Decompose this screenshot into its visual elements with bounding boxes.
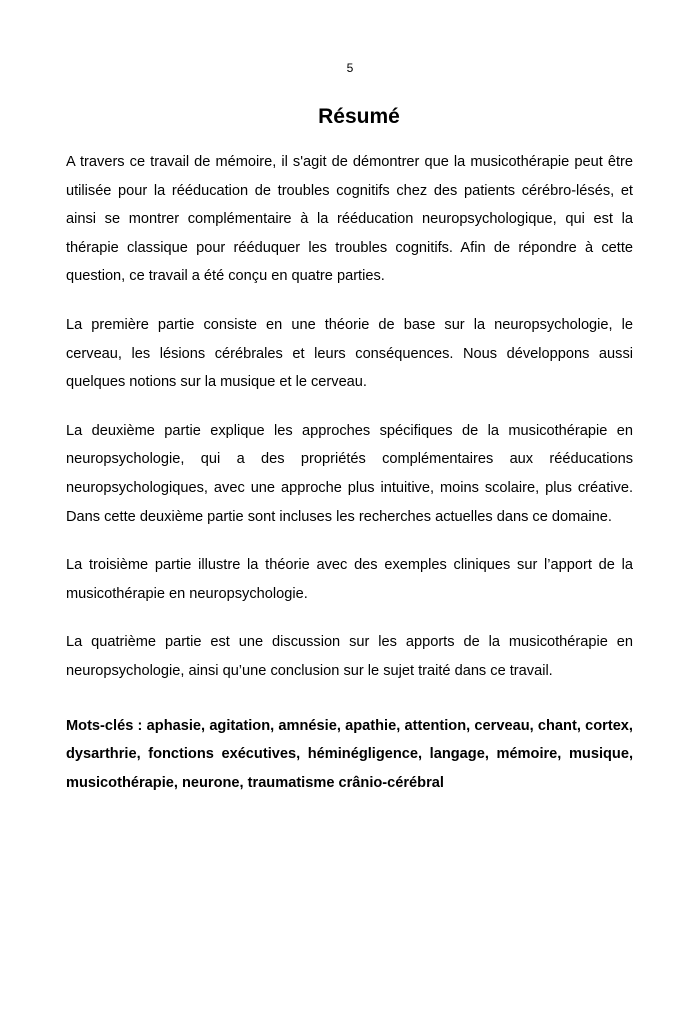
paragraph-part-three: La troisième partie illustre la théorie avec des exemples cliniques sur l’apport de la musicothérapie en neuropsychologie. <box>66 557 633 602</box>
page-title: Résumé <box>318 105 400 128</box>
keywords-label: Mots-clés : <box>66 717 143 734</box>
paragraph-part-one: La première partie consiste en une théorie de base sur la neuropsychologie, le cerveau, les lésions cérébrales et leurs conséquences. Nous développons aussi quelques notions sur la musique et le cerveau. <box>66 316 633 391</box>
paragraph-part-two: La deuxième partie explique les approches spécifiques de la musicothérapie en neuropsychologie, qui a des propriétés complémentaires aux rééducations neuropsychologiques, avec une approche plus intuitive, moins scolaire, plus créative. Dans cette deuxième partie sont incluses les recherches actuelles dans ce domaine. <box>66 422 633 525</box>
abstract-body <box>66 148 633 817</box>
page-number: 5 <box>346 61 354 75</box>
keywords-block <box>66 712 633 798</box>
paragraph-part-four: La quatrième partie est une discussion sur les apports de la musicothérapie en neuropsychologie, ainsi qu’une conclusion sur le sujet traité dans ce travail. <box>66 634 633 679</box>
paragraph-intro: A travers ce travail de mémoire, il s'agit de démontrer que la musicothérapie peut être utilisée pour la rééducation de troubles cognitifs chez des patients cérébro-lésés, et ainsi se montrer complémentaire à la rééducation neuropsychologique, qui est la thérapie classique pour rééduquer les troubles cognitifs. Afin de répondre à cette question, ce travail a été conçu en quatre parties. <box>66 154 633 285</box>
keywords-list: aphasie, agitation, amnésie, apathie, attention, cerveau, chant, cortex, dysarthrie, fonctions exécutives, héminégligence, langage, mémoire, musique, musicothérapie, neurone, traumatisme crânio-cérébral <box>66 717 633 791</box>
